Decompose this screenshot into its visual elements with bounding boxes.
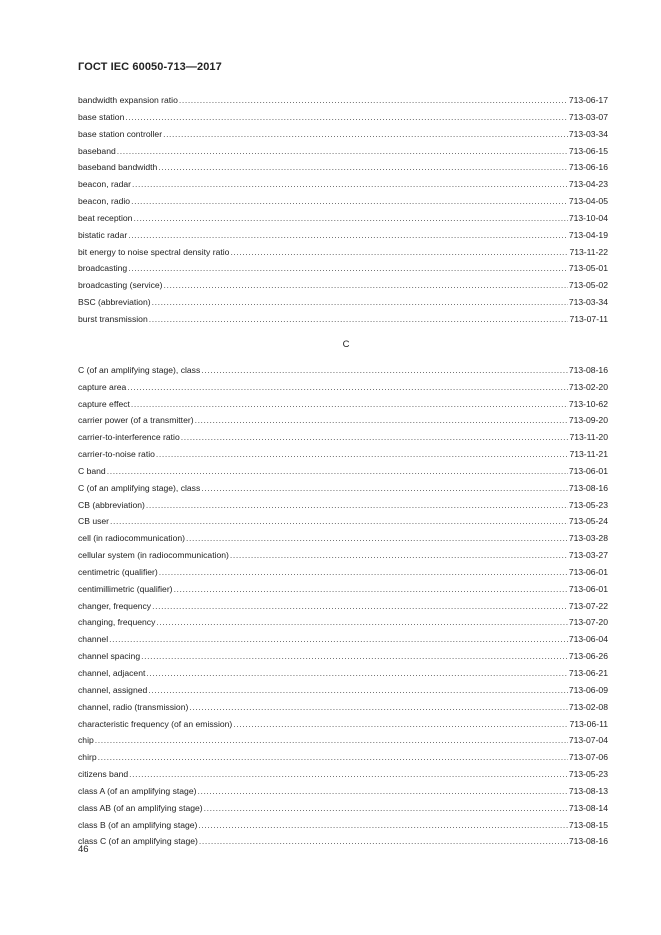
entry-code: 713-05-23 <box>568 769 608 780</box>
entry-term: chirp <box>78 752 97 763</box>
entry-code: 713-10-04 <box>568 212 608 223</box>
dot-leader <box>159 564 568 581</box>
index-section-c <box>78 362 608 850</box>
section-letter-c: C <box>342 338 350 350</box>
dot-leader <box>174 581 568 598</box>
entry-code: 713-03-27 <box>568 550 608 561</box>
index-entry <box>78 429 608 446</box>
entry-term: CB (abbreviation) <box>78 499 145 510</box>
entry-term: beacon, radio <box>78 196 131 207</box>
index-entry <box>78 530 608 547</box>
index-entry <box>78 480 608 497</box>
dot-leader <box>156 446 569 463</box>
dot-leader <box>189 699 567 716</box>
entry-code: 713-06-09 <box>568 684 608 695</box>
entry-term: channel, adjacent <box>78 668 146 678</box>
entry-term: beat reception <box>78 212 133 223</box>
dot-leader <box>128 260 568 277</box>
entry-code: 713-09-20 <box>568 415 608 426</box>
entry-code: 713-10-62 <box>568 398 608 409</box>
index-entry <box>78 631 608 648</box>
entry-term: centimetric (qualifier) <box>78 566 158 577</box>
dot-leader <box>233 716 568 733</box>
entry-term: channel spacing <box>78 651 141 662</box>
dot-leader <box>95 732 568 749</box>
index-entry <box>78 682 608 699</box>
entry-term: citizens band <box>78 769 129 780</box>
entry-code: 713-08-16 <box>568 482 608 493</box>
entry-code: 713-06-04 <box>568 634 608 645</box>
entry-code: 713-11-21 <box>569 449 608 460</box>
entry-code: 713-02-20 <box>568 381 608 392</box>
dot-leader <box>98 749 568 766</box>
dot-leader <box>141 648 568 665</box>
dot-leader <box>133 210 567 227</box>
entry-term: carrier power (of a transmitter) <box>78 415 194 426</box>
entry-term: base station controller <box>78 128 163 139</box>
dot-leader <box>164 277 568 294</box>
entry-code: 713-06-01 <box>568 583 608 594</box>
entry-code: 713-03-34 <box>568 128 608 139</box>
entry-code: 713-06-15 <box>568 145 608 156</box>
index-entry <box>78 362 608 379</box>
index-entry <box>78 833 608 850</box>
entry-code: 713-04-05 <box>568 196 608 207</box>
entry-term: base station <box>78 111 125 122</box>
entry-term: capture area <box>78 381 127 392</box>
entry-term: bandwidth expansion ratio <box>78 95 178 105</box>
entry-code: 713-06-21 <box>568 668 608 678</box>
index-entry <box>78 176 608 193</box>
entry-term: burst transmission <box>78 313 148 324</box>
page-number: 46 <box>78 844 89 855</box>
entry-term: class B (of an amplifying stage) <box>78 819 198 830</box>
dot-leader <box>201 362 568 379</box>
entry-term: channel <box>78 634 109 645</box>
index-entry <box>78 497 608 514</box>
entry-code: 713-06-17 <box>568 95 608 105</box>
entry-term: BSC (abbreviation) <box>78 297 151 308</box>
entry-code: 713-08-15 <box>568 819 608 830</box>
entry-code: 713-03-34 <box>568 297 608 308</box>
entry-code: 713-06-11 <box>569 718 608 729</box>
dot-leader <box>201 480 568 497</box>
entry-code: 713-11-20 <box>569 432 608 443</box>
dot-leader <box>199 833 568 850</box>
entry-code: 713-07-20 <box>568 617 608 628</box>
entry-term: changer, frequency <box>78 600 152 611</box>
index-entry <box>78 126 608 143</box>
index-entry <box>78 412 608 429</box>
index-entry <box>78 379 608 396</box>
dot-leader <box>132 176 568 193</box>
entry-term: changing, frequency <box>78 617 156 628</box>
index-entry <box>78 227 608 244</box>
entry-term: chip <box>78 735 94 746</box>
entry-code: 713-02-08 <box>568 701 608 712</box>
entry-code: 713-08-13 <box>568 785 608 796</box>
dot-leader <box>146 497 568 514</box>
dot-leader <box>179 92 568 109</box>
index-entry <box>78 143 608 160</box>
index-entry <box>78 564 608 581</box>
dot-leader <box>230 547 568 564</box>
index-entry <box>78 547 608 564</box>
entry-code: 713-03-28 <box>568 533 608 544</box>
entry-term: capture effect <box>78 398 130 409</box>
entry-code: 713-04-19 <box>568 229 608 240</box>
dot-leader <box>128 227 568 244</box>
entry-term: C band <box>78 465 106 476</box>
entry-term: channel, assigned <box>78 684 148 695</box>
document-header: ГОСТ IEC 60050-713—2017 <box>78 61 222 73</box>
dot-leader <box>204 800 568 817</box>
dot-leader <box>131 193 568 210</box>
index-entry <box>78 311 608 328</box>
index-entry <box>78 210 608 227</box>
index-entry <box>78 665 608 682</box>
entry-term: carrier-to-noise ratio <box>78 449 155 460</box>
index-section-b <box>78 92 608 328</box>
entry-term: beacon, radar <box>78 179 132 190</box>
dot-leader <box>197 783 567 800</box>
dot-leader <box>148 682 568 699</box>
entry-code: 713-11-22 <box>569 246 608 257</box>
entry-term: cellular system (in radiocommunication) <box>78 550 229 561</box>
entry-term: C (of an amplifying stage), class <box>78 364 201 375</box>
entry-term: characteristic frequency (of an emission) <box>78 718 233 729</box>
entry-code: 713-05-24 <box>568 516 608 527</box>
dot-leader <box>129 766 568 783</box>
entry-code: 713-05-02 <box>568 280 608 291</box>
entry-code: 713-05-23 <box>568 499 608 510</box>
index-entry <box>78 260 608 277</box>
index-entry <box>78 766 608 783</box>
index-entry <box>78 244 608 261</box>
entry-code: 713-07-04 <box>568 735 608 746</box>
entry-code: 713-04-23 <box>568 179 608 190</box>
index-entry <box>78 699 608 716</box>
index-entry <box>78 277 608 294</box>
dot-leader <box>158 159 567 176</box>
entry-code: 713-08-16 <box>568 364 608 375</box>
entry-term: broadcasting <box>78 263 128 274</box>
index-entry <box>78 294 608 311</box>
entry-term: C (of an amplifying stage), class <box>78 482 201 493</box>
index-entry <box>78 109 608 126</box>
entry-term: channel, radio (transmission) <box>78 701 189 712</box>
index-entry <box>78 513 608 530</box>
index-entry <box>78 193 608 210</box>
entry-code: 713-05-01 <box>568 263 608 274</box>
dot-leader <box>198 817 567 834</box>
dot-leader <box>230 244 568 261</box>
entry-term: cell (in radiocommunication) <box>78 533 185 544</box>
index-entry <box>78 446 608 463</box>
index-entry <box>78 749 608 766</box>
entry-term: bit energy to noise spectral density ratio <box>78 246 230 257</box>
index-entry <box>78 463 608 480</box>
entry-term: carrier-to-interference ratio <box>78 432 180 443</box>
dot-leader <box>195 412 568 429</box>
index-entry <box>78 800 608 817</box>
dot-leader <box>107 463 568 480</box>
dot-leader <box>131 396 568 413</box>
entry-term: baseband bandwidth <box>78 162 158 173</box>
entry-term: CB user <box>78 516 110 527</box>
entry-code: 713-07-11 <box>569 313 608 324</box>
index-entry <box>78 648 608 665</box>
dot-leader <box>163 126 568 143</box>
dot-leader <box>146 665 567 682</box>
index-entry <box>78 396 608 413</box>
entry-code: 713-08-14 <box>568 802 608 813</box>
dot-leader <box>110 513 568 530</box>
entry-code: 713-07-06 <box>568 752 608 763</box>
entry-term: class AB (of an amplifying stage) <box>78 802 203 813</box>
index-entry <box>78 581 608 598</box>
dot-leader <box>127 379 568 396</box>
dot-leader <box>117 143 568 160</box>
dot-leader <box>125 109 567 126</box>
entry-term: centimillimetric (qualifier) <box>78 583 173 594</box>
dot-leader <box>186 530 568 547</box>
term-index <box>78 92 608 850</box>
entry-term: class C (of an amplifying stage) <box>78 836 198 847</box>
index-entry <box>78 598 608 615</box>
entry-code: 713-06-01 <box>568 566 608 577</box>
index-entry <box>78 716 608 733</box>
index-entry <box>78 159 608 176</box>
entry-code: 713-08-16 <box>568 836 608 847</box>
index-entry <box>78 614 608 631</box>
dot-leader <box>152 598 568 615</box>
dot-leader <box>109 631 568 648</box>
entry-code: 713-06-16 <box>568 162 608 173</box>
entry-term: broadcasting (service) <box>78 280 163 291</box>
entry-code: 713-06-26 <box>568 651 608 662</box>
entry-code: 713-06-01 <box>568 465 608 476</box>
index-entry <box>78 817 608 834</box>
dot-leader <box>149 311 569 328</box>
dot-leader <box>156 614 567 631</box>
index-entry <box>78 783 608 800</box>
dot-leader <box>152 294 568 311</box>
entry-code: 713-03-07 <box>568 111 608 122</box>
dot-leader <box>181 429 569 446</box>
entry-code: 713-07-22 <box>568 600 608 611</box>
entry-term: baseband <box>78 145 116 156</box>
index-entry <box>78 92 608 109</box>
entry-term: bistatic radar <box>78 229 128 240</box>
entry-term: class A (of an amplifying stage) <box>78 785 197 796</box>
index-entry <box>78 732 608 749</box>
